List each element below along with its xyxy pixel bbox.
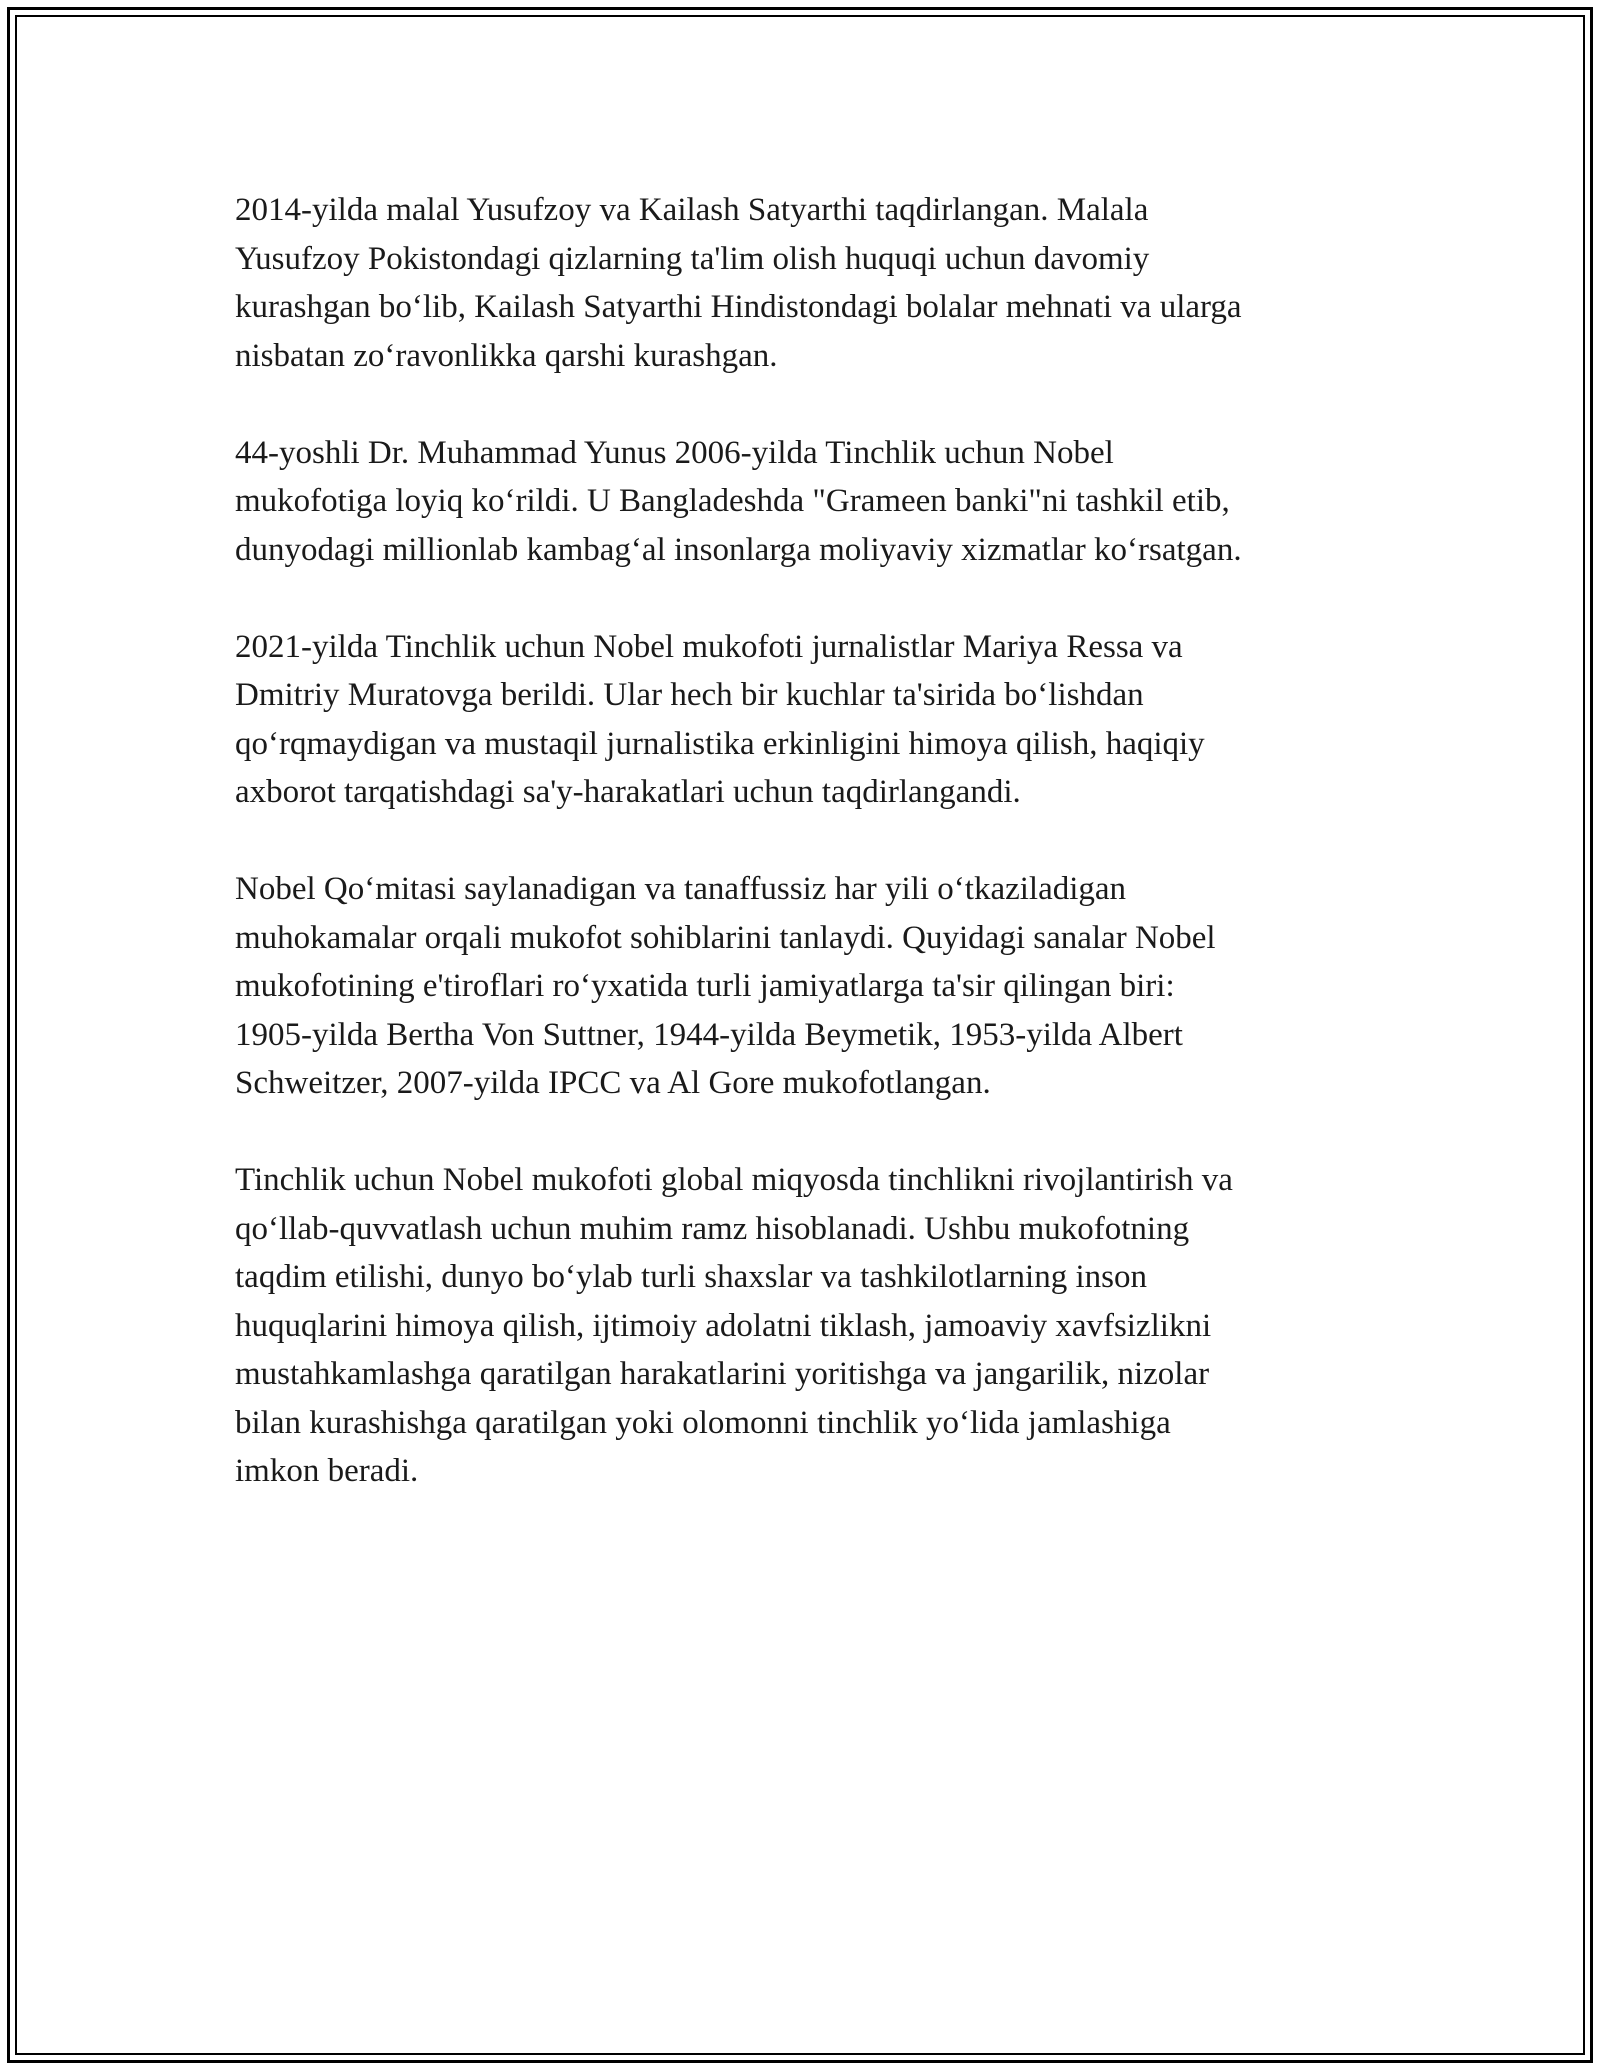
paragraph-nobel-2014: 2014-yilda malal Yusufzoy va Kailash Satyarthi taqdirlangan. Malala Yusufzoy Pokistondagi qizlarning ta'lim olish huquqi uchun davomiy kurashgan bo‘lib, Kailash Satyarthi Hindistondagi bolalar mehnati va ularga nisbatan zo‘ravonlikka qarshi kurashgan. [235,192,1242,374]
document-body [235,186,1375,1496]
paragraph-nobel-2021: 2021-yilda Tinchlik uchun Nobel mukofoti jurnalistlar Mariya Ressa va Dmitriy Muratovga berildi. Ular hech bir kuchlar ta'sirida bo‘lishdan qo‘rqmaydigan va mustaqil jurnalistika erkinligini himoya qilish, haqiqiy axborot tarqatishdagi sa'y-harakatlari uchun taqdirlangandi. [235,628,1205,810]
paragraph-nobel-2006: 44-yoshli Dr. Muhammad Yunus 2006-yilda Tinchlik uchun Nobel mukofotiga loyiq ko‘rildi. U Bangladeshda "Grameen banki"ni tashkil etib, dunyodagi millionlab kambag‘al insonlarga moliyaviy xizmatlar ko‘rsatgan. [235,434,1242,568]
paragraph-nobel-committee: Nobel Qo‘mitasi saylanadigan va tanaffussiz har yili o‘tkaziladigan muhokamalar orqali mukofot sohiblarini tanlaydi. Quyidagi sanalar Nobel mukofotining e'tiroflari ro‘yxatida turli jamiyatlarga ta'sir qilingan biri: 1905-yilda Bertha Von Suttner, 1944-yilda Beymetik, 1953-yilda Albert Schweitzer, 2007-yilda IPCC va Al Gore mukofotlangan. [235,871,1216,1101]
paragraph-nobel-significance: Tinchlik uchun Nobel mukofoti global miqyosda tinchlikni rivojlantirish va qo‘llab-quvvatlash uchun muhim ramz hisoblanadi. Ushbu mukofotning taqdim etilishi, dunyo bo‘ylab turli shaxslar va tashkilotlarning inson huquqlarini himoya qilish, ijtimoiy adolatni tiklash, jamoaviy xavfsizlikni mustahkamlashga qaratilgan harakatlarini yoritishga va jangarilik, nizolar bilan kurashishga qaratilgan yoki olomonni tinchlik yo‘lida jamlashiga imkon beradi. [235,1162,1233,1489]
